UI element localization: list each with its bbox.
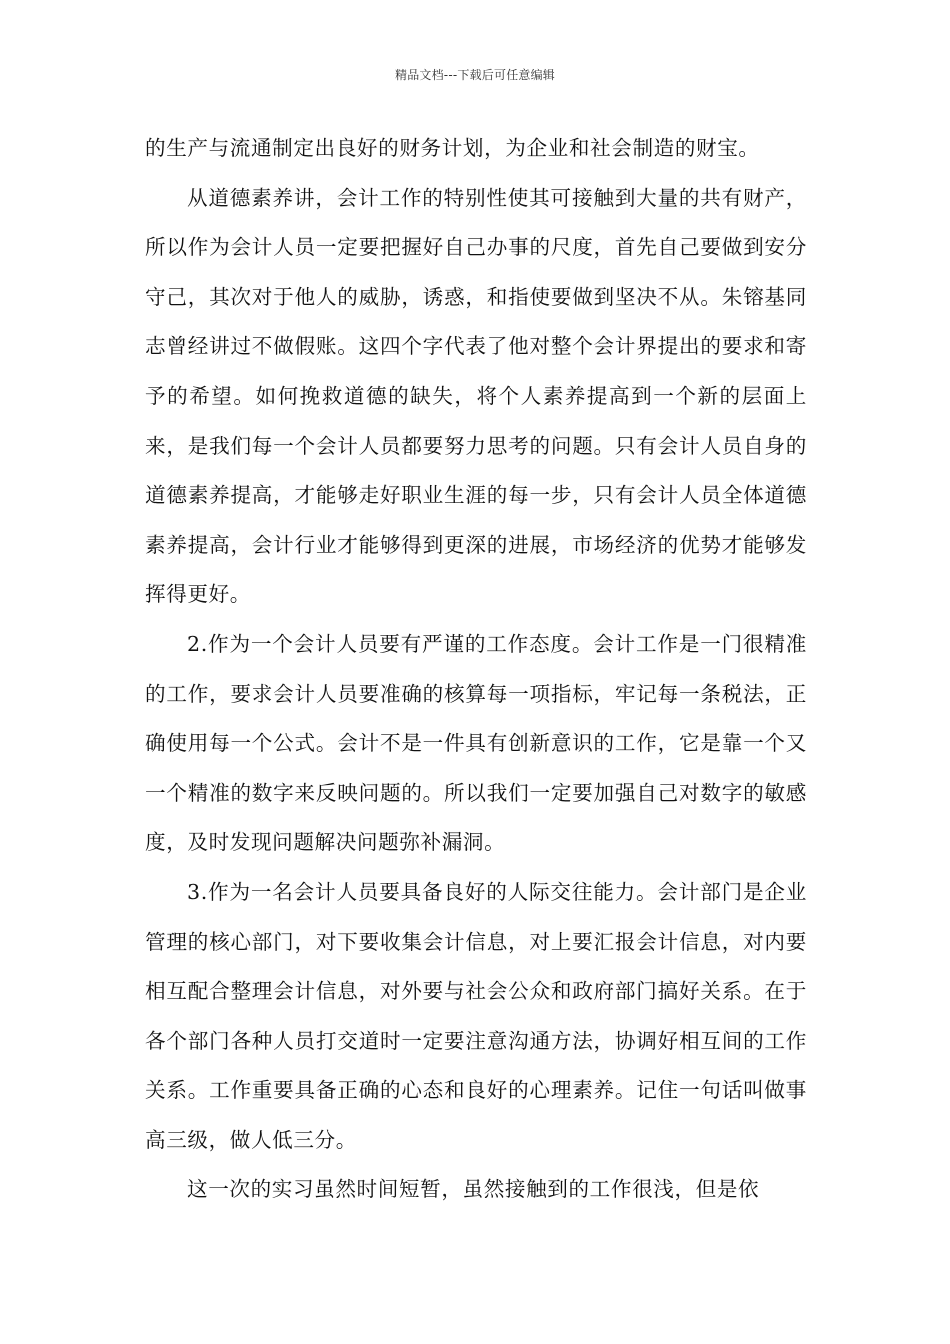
paragraph-continuation: 的生产与流通制定出良好的财务计划，为企业和社会制造的财宝。 <box>145 136 760 160</box>
document-body <box>145 124 807 1215</box>
paragraph-work-attitude: 2.作为一个会计人员要有严谨的工作态度。会计工作是一门很精准的工作，要求会计人员要准确的核算每一项指标，牢记每一条税法，正确使用每一个公式。会计不是一件具有创新意识的工作，它是靠一个又一个精准的数字来反映问题的。所以我们一定要加强自己对数字的敏感度，及时发现问题解决问题弥补漏洞。 <box>145 631 807 855</box>
page-header: 精品文档---下载后可任意编辑 <box>395 68 555 82</box>
paragraph-moral-quality: 从道德素养讲，会计工作的特别性使其可接触到大量的共有财产，所以作为会计人员一定要把握好自己办事的尺度，首先自己要做到安分守己，其次对于他人的威胁，诱惑，和指使要做到坚决不从。朱镕基同志曾经讲过不做假账。这四个字代表了他对整个会计界提出的要求和寄予的希望。如何挽救道德的缺失，将个人素养提高到一个新的层面上来，是我们每一个会计人员都要努力思考的问题。只有会计人员自身的道德素养提高，才能够走好职业生涯的每一步，只有会计人员全体道德素养提高，会计行业才能够得到更深的进展，市场经济的优势才能够发挥得更好。 <box>145 185 807 607</box>
paragraph-interpersonal-skills: 3.作为一名会计人员要具备良好的人际交往能力。会计部门是企业管理的核心部门，对下要收集会计信息，对上要汇报会计信息，对内要相互配合整理会计信息，对外要与社会公众和政府部门搞好关系。在于各个部门各种人员打交道时一定要注意沟通方法，协调好相互间的工作关系。工作重要具备正确的心态和良好的心理素养。记住一句话叫做事高三级，做人低三分。 <box>145 879 807 1152</box>
paragraph-internship-summary: 这一次的实习虽然时间短暂，虽然接触到的工作很浅，但是依 <box>187 1177 760 1202</box>
